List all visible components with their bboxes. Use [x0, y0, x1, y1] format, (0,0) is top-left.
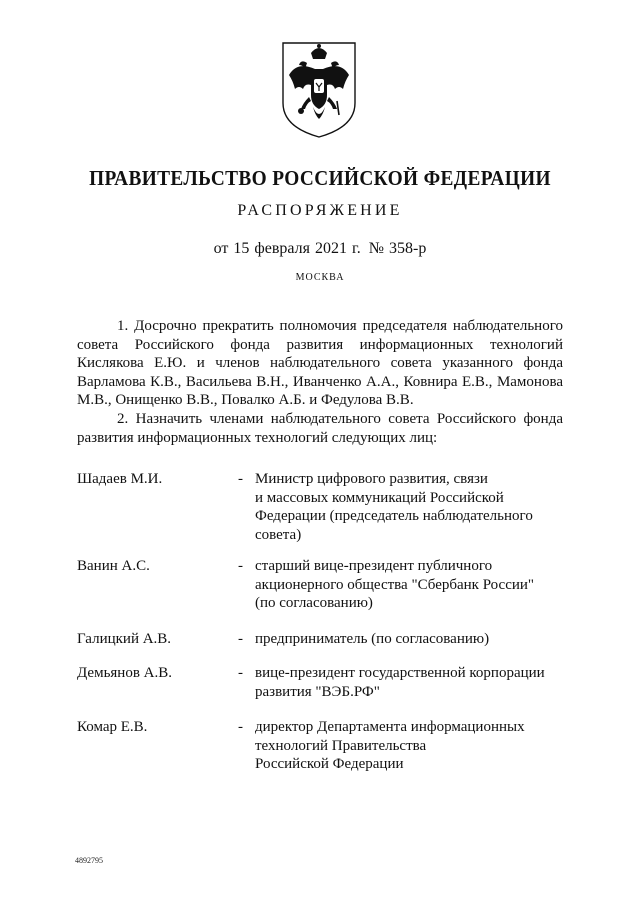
- member-role-line: предприниматель (по согласованию): [255, 631, 490, 647]
- member-name: Комар Е.В.: [77, 719, 148, 735]
- member-dash: -: [238, 558, 243, 574]
- document-date-line: [0, 240, 640, 258]
- member-role-line: и массовых коммуникаций Российской: [255, 489, 504, 506]
- government-title: ПРАВИТЕЛЬСТВО РОССИЙСКОЙ ФЕДЕРАЦИИ: [89, 166, 551, 190]
- member-row: [77, 664, 563, 718]
- member-dash: -: [238, 631, 243, 647]
- paragraph-1: 1. Досрочно прекратить полномочия председателя наблюдательного совета Российского фонда развития информационных технологий Кислякова Е.Ю. и членов наблюдательного совета указанного фонда Варламова К.В., Васильева В.Н., Иванченко А.А., Ковнира Е.В., Мамонова М.В., Онищенко В.В., Повалко А.Б. и Федулова В.В.: [77, 318, 563, 409]
- member-role: [255, 557, 563, 613]
- member-name: Демьянов А.В.: [77, 665, 173, 681]
- member-role-line: (по согласованию): [255, 595, 373, 612]
- member-row: [77, 557, 563, 630]
- member-row: [77, 470, 563, 557]
- member-name: Шадаев М.И.: [77, 471, 163, 487]
- document-body: [77, 317, 563, 447]
- member-role-line: директор Департамента информационных: [255, 719, 525, 735]
- member-role: [255, 630, 563, 649]
- member-role: [255, 664, 563, 701]
- member-role-line: акционерного общества "Сбербанк России": [255, 576, 535, 593]
- member-name: Галицкий А.В.: [77, 631, 172, 647]
- member-row: [77, 718, 563, 778]
- member-role: [255, 470, 563, 544]
- document-number: № 358-р: [368, 240, 427, 257]
- member-role-line: совета): [255, 526, 302, 543]
- member-role-line: вице-президент государственной корпорации: [255, 665, 545, 681]
- paragraph-2: 2. Назначить членами наблюдательного совета Российского фонда развития информационных технологий следующих лиц:: [77, 410, 563, 446]
- document-date: от 15 февраля 2021 г.: [213, 240, 361, 257]
- member-role: [255, 718, 563, 774]
- member-role-line: технологий Правительства: [255, 737, 427, 754]
- member-dash: -: [238, 471, 243, 487]
- member-name: Ванин А.С.: [77, 558, 150, 574]
- document-registry-number: 4892795: [75, 856, 103, 865]
- members-list: [77, 470, 563, 778]
- member-role-line: Федерации (председатель наблюдательного: [255, 508, 533, 525]
- city: МОСКВА: [295, 272, 345, 283]
- member-role-line: Министр цифрового развития, связи: [255, 471, 488, 487]
- coat-of-arms-emblem: [279, 39, 359, 141]
- russian-coat-of-arms-icon: [279, 39, 359, 141]
- member-role-line: Российской Федерации: [255, 756, 404, 773]
- member-row: [77, 630, 563, 664]
- member-dash: -: [238, 665, 243, 681]
- member-dash: -: [238, 719, 243, 735]
- member-role-line: развития "ВЭБ.РФ": [255, 683, 380, 700]
- document-type: РАСПОРЯЖЕНИЕ: [237, 202, 403, 219]
- member-role-line: старший вице-президент публичного: [255, 558, 493, 574]
